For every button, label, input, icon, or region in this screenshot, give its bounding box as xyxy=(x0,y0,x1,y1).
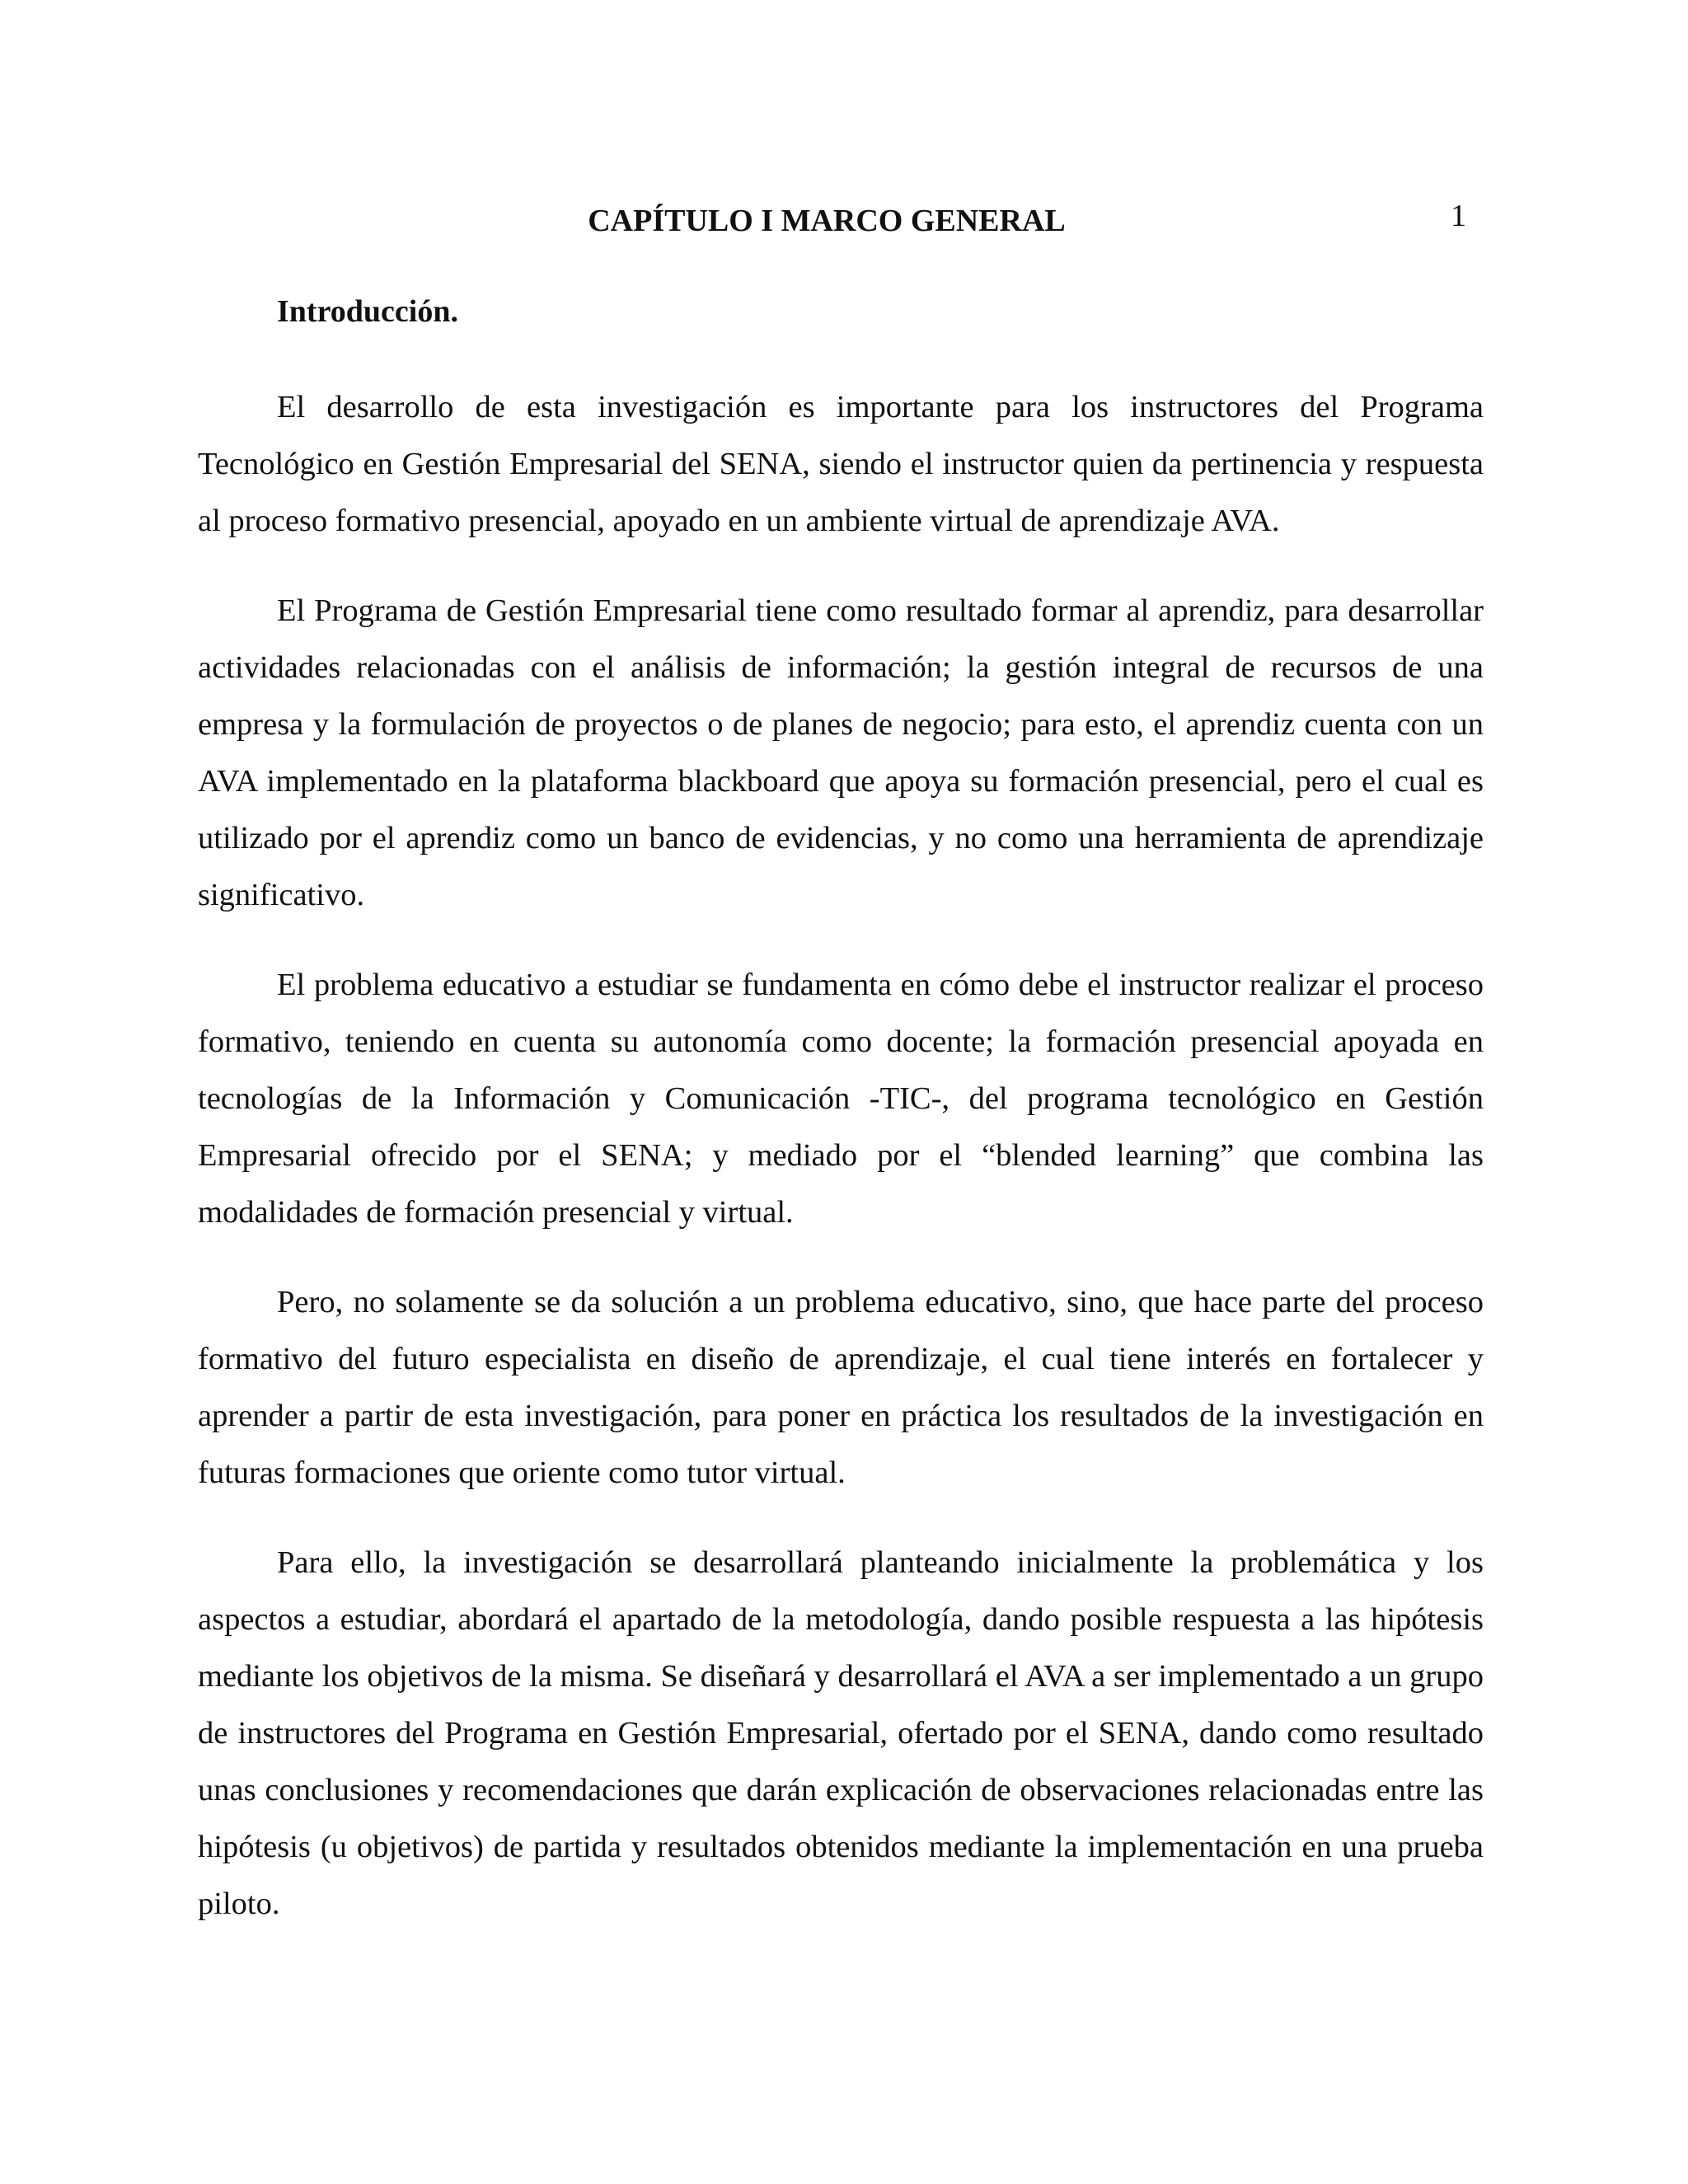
section-heading: Introducción. xyxy=(277,294,458,329)
paragraph-1: El desarrollo de esta investigación es importante para los instructores del Programa Tecnológico en Gestión Empresarial del SENA, siendo el instructor quien da pertinencia y respuesta al proceso formativo presencial, apoyado en un ambiente virtual de aprendizaje AVA. xyxy=(198,390,1484,538)
paragraph-5: Para ello, la investigación se desarrollará planteando inicialmente la problemática y los aspectos a estudiar, abordará el apartado de la metodología, dando posible respuesta a las hipótesis mediante los objetivos de la misma. Se diseñará y desarrollará el AVA a ser implementado a un grupo de instructores del Programa en Gestión Empresarial, ofertado por el SENA, dando como resultado unas conclusiones y recomendaciones que darán explicación de observaciones relacionadas entre las hipótesis (u objetivos) de partida y resultados obtenidos mediante la implementación en una prueba piloto. xyxy=(198,1545,1484,1921)
body-text xyxy=(198,379,1484,1966)
paragraph-2: El Programa de Gestión Empresarial tiene como resultado formar al aprendiz, para desarrollar actividades relacionadas con el análisis de información; la gestión integral de recursos de una empresa y la formulación de proyectos o de planes de negocio; para esto, el aprendiz cuenta con un AVA implementado en la plataforma blackboard que apoya su formación presencial, pero el cual es utilizado por el aprendiz como un banco de evidencias, y no como una herramienta de aprendizaje significativo. xyxy=(198,593,1484,912)
chapter-title: CAPÍTULO I MARCO GENERAL xyxy=(588,204,1066,238)
paragraph-4: Pero, no solamente se da solución a un problema educativo, sino, que hace parte del proceso formativo del futuro especialista en diseño de aprendizaje, el cual tiene interés en fortalecer y aprender a partir de esta investigación, para poner en práctica los resultados de la investigación en futuras formaciones que oriente como tutor virtual. xyxy=(198,1285,1484,1490)
page-number: 1 xyxy=(1451,199,1466,233)
paragraph-3: El problema educativo a estudiar se fundamenta en cómo debe el instructor realizar el proceso formativo, teniendo en cuenta su autonomía como docente; la formación presencial apoyada en tecnologías de la Información y Comunicación -TIC-, del programa tecnológico en Gestión Empresarial ofrecido por el SENA; y mediado por el “blended learning” que combina las modalidades de formación presencial y virtual. xyxy=(198,968,1484,1230)
